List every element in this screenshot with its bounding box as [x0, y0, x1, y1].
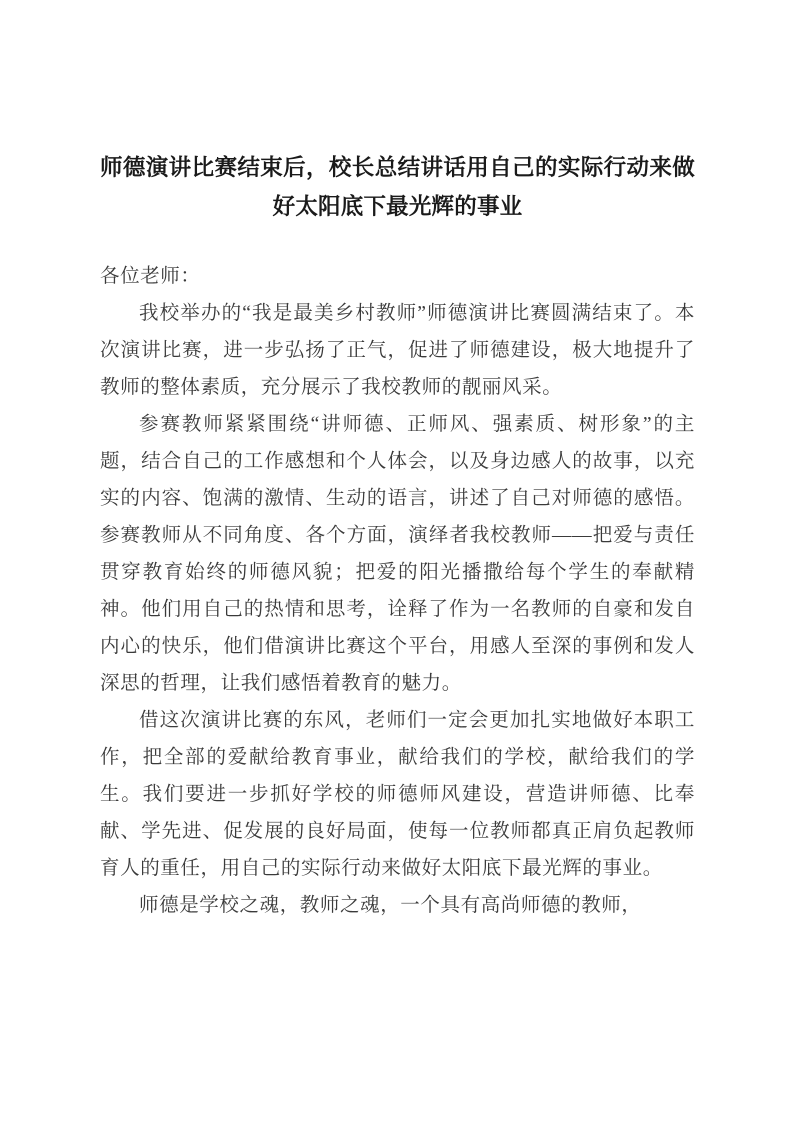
paragraph-3: 借这次演讲比赛的东风，老师们一定会更加扎实地做好本职工作，把全部的爱献给教育事业，献给我们的学校，献给我们的学生。我们要进一步抓好学校的师德师风建设，营造讲师德、比奉献、学先进、促发展的良好局面，使每一位教师都真正肩负起教师育人的重任，用自己的实际行动来做好太阳底下最光辉的事业。: [100, 710, 695, 879]
page-title: 师德演讲比赛结束后，校长总结讲话用自己的实际行动来做好太阳底下最光辉的事业: [100, 155, 695, 219]
paragraph-1: 我校举办的“我是最美乡村教师”师德演讲比赛圆满结束了。本次演讲比赛，进一步弘扬了正气，促进了师德建设，极大地提升了教师的整体素质，充分展示了我校教师的靓丽风采。: [100, 303, 695, 398]
paragraph-2: 参赛教师紧紧围绕“讲师德、正师风、强素质、树形象”的主题，结合自己的工作感想和个人体会，以及身边感人的故事，以充实的内容、饱满的激情、生动的语言，讲述了自己对师德的感悟。参赛教师从不同角度、各个方面，演绎者我校教师——把爱与责任贯穿教育始终的师德风貌；把爱的阳光播撒给每个学生的奉献精神。他们用自己的热情和思考，诠释了作为一名教师的自豪和发自内心的快乐，他们借演讲比赛这个平台，用感人至深的事例和发人深思的哲理，让我们感悟着教育的魅力。: [100, 414, 695, 694]
salutation-line: 各位老师：: [100, 266, 201, 287]
paragraph-4: 师德是学校之魂，教师之魂，一个具有高尚师德的教师，: [139, 895, 642, 916]
document-body: [100, 258, 695, 924]
